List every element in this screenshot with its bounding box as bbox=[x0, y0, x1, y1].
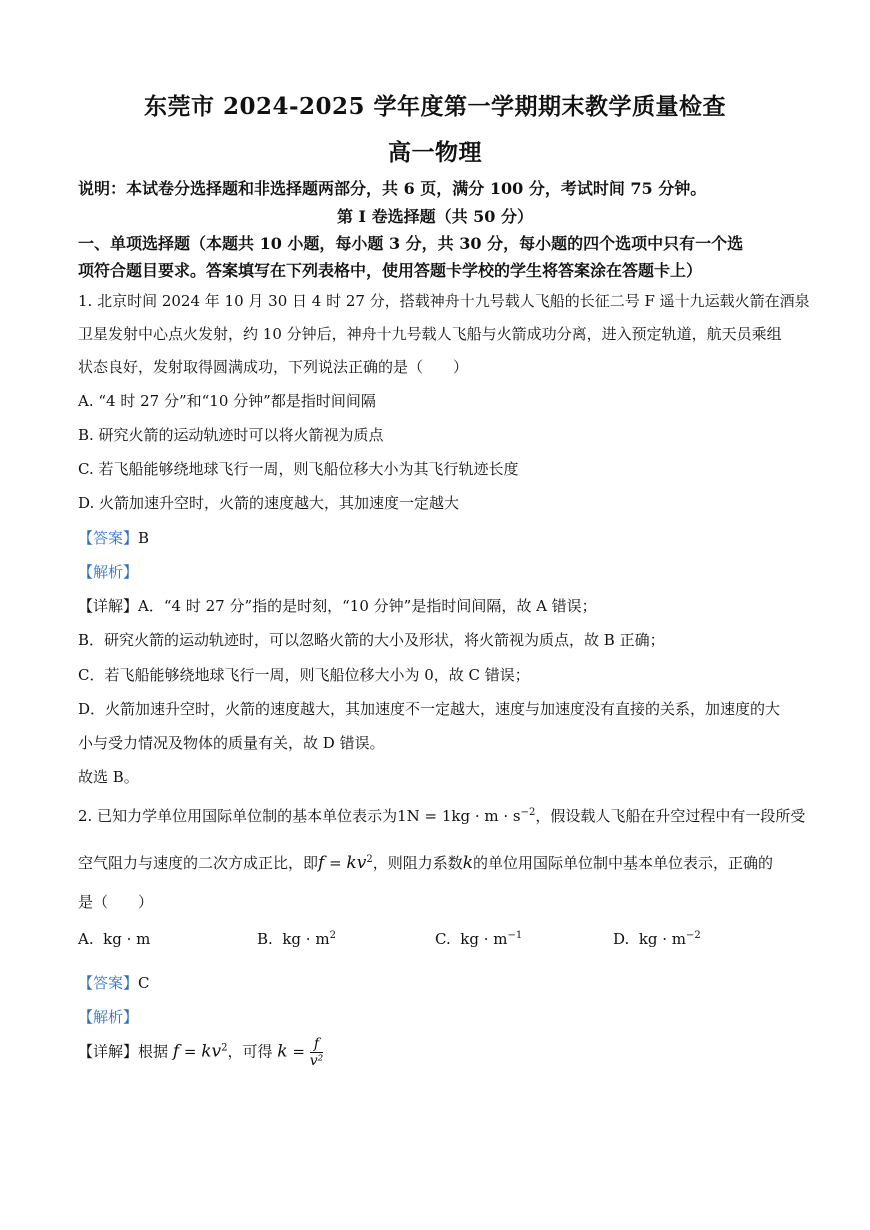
q2-detail-k: k bbox=[277, 1041, 288, 1062]
q2-answer-row bbox=[78, 972, 798, 993]
q1-detail-b: B．研究火箭的运动轨迹时，可以忽略火箭的大小及形状，将火箭视为质点，故 B 正确； bbox=[78, 631, 665, 649]
q2-f-symbol: f bbox=[318, 853, 325, 873]
q2-analysis-tag: 【解析】 bbox=[78, 1008, 139, 1026]
q2-option-b-value: kg · m bbox=[282, 930, 330, 948]
q1-stem-line2: 卫星发射中心点火发射，约 10 分钟后，神舟十九号载人飞船与火箭成功分离，进入预定轨道，航天员乘组 bbox=[78, 325, 782, 343]
section-title: 第 I 卷选择题（共 50 分） bbox=[336, 207, 534, 226]
q2-option-c-value: kg · m bbox=[460, 930, 508, 948]
q2-option-d-value: kg · m bbox=[638, 930, 687, 948]
q2-option-d bbox=[613, 930, 701, 948]
q2-kv-symbol: kv bbox=[346, 853, 367, 873]
q1-detail-a bbox=[78, 595, 798, 616]
q1-option-b: B. 研究火箭的运动轨迹时可以将火箭视为质点 bbox=[78, 426, 384, 444]
q2-equals: = bbox=[324, 854, 347, 872]
part-title-line1: 一、单项选择题（本题共 10 小题，每小题 3 分，共 30 分，每小题的四个选项中只有一个选 bbox=[78, 234, 744, 253]
exam-title: 东莞市 2024-2025 学年度第一学期期末教学质量检查 bbox=[143, 93, 727, 120]
q2-option-a bbox=[78, 930, 150, 948]
q2-detail-a: 根据 bbox=[138, 1042, 169, 1061]
q2-option-c-exponent: −1 bbox=[507, 930, 523, 941]
q2-stem-line2 bbox=[78, 852, 798, 873]
q1-stem-line3: 状态良好，发射取得圆满成功，下列说法正确的是（ ） bbox=[78, 358, 469, 376]
q2-option-b-label: B. bbox=[257, 930, 273, 948]
q2-detail-square: 2 bbox=[221, 1042, 228, 1054]
q2-detail-f: f bbox=[172, 1041, 180, 1062]
q2-fraction-numerator: f bbox=[310, 1036, 324, 1053]
q2-analysis-row bbox=[78, 1006, 798, 1027]
q2-option-d-label: D. bbox=[613, 930, 630, 948]
q2-stem-1a: 2. 已知力学单位用国际单位制的基本单位表示为 bbox=[78, 807, 398, 825]
q1-detail-d-line1: D．火箭加速升空时，火箭的速度越大，其加速度不一定越大，速度与加速度没有直接的关系，加速度的大 bbox=[78, 700, 781, 718]
q1-conclusion: 故选 B。 bbox=[78, 768, 139, 786]
q2-detail-row bbox=[78, 1036, 798, 1069]
q1-answer-row bbox=[78, 527, 798, 548]
q2-stem-line1 bbox=[78, 805, 806, 826]
q2-detail-equals: = bbox=[179, 1042, 202, 1061]
q1-detail-c: C．若飞船能够绕地球飞行一周，则飞船位移大小为 0，故 C 错误； bbox=[78, 666, 530, 684]
q2-option-b bbox=[257, 930, 336, 948]
q2-unit-exponent: −2 bbox=[520, 807, 536, 818]
q1-option-d: D. 火箭加速升空时，火箭的速度越大，其加速度一定越大 bbox=[78, 494, 460, 512]
q2-answer: C bbox=[138, 974, 150, 992]
q2-fraction-denominator: v² bbox=[309, 1053, 324, 1069]
q2-option-d-exponent: −2 bbox=[686, 930, 701, 941]
part-title-line2: 项符合题目要求。答案填写在下列表格中，使用答题卡学校的学生将答案涂在答题卡上） bbox=[78, 261, 703, 280]
q2-stem-1b: ，假设载人飞船在升空过程中有一段所受 bbox=[535, 807, 806, 825]
q1-option-c: C. 若飞船能够绕地球飞行一周，则飞船位移大小为其飞行轨迹长度 bbox=[78, 460, 519, 478]
q2-answer-tag: 【答案】 bbox=[78, 974, 139, 992]
q2-unit-formula: 1N = 1kg · m · s bbox=[397, 807, 521, 825]
subject-title: 高一物理 bbox=[388, 139, 482, 166]
q2-stem-2a: 空气阻力与速度的二次方成正比，即 bbox=[78, 854, 319, 872]
instructions: 说明：本试卷分选择题和非选择题两部分，共 6 页，满分 100 分，考试时间 75 分钟。 bbox=[78, 179, 707, 198]
q1-detail-a-text: A．“4 时 27 分”指的是时刻，“10 分钟”是指时间间隔，故 A 错误； bbox=[138, 597, 597, 615]
q1-analysis-tag: 【解析】 bbox=[78, 563, 139, 581]
q1-analysis-row bbox=[78, 561, 798, 582]
q2-detail-b: ，可得 bbox=[227, 1042, 273, 1061]
q2-detail-equals-2: = bbox=[287, 1042, 310, 1061]
q1-detail-tag: 【详解】 bbox=[78, 597, 139, 615]
q2-square: 2 bbox=[366, 854, 373, 865]
q2-detail-kv: kv bbox=[201, 1041, 222, 1062]
q1-answer: B bbox=[138, 529, 150, 547]
q1-answer-tag: 【答案】 bbox=[78, 529, 139, 547]
q2-stem-line3: 是（ ） bbox=[78, 893, 154, 911]
q2-fraction bbox=[310, 1036, 324, 1069]
q2-option-b-exponent: 2 bbox=[329, 930, 336, 941]
q2-detail-tag: 【详解】 bbox=[78, 1042, 139, 1061]
q2-option-a-label: A. bbox=[78, 930, 94, 948]
q2-option-a-value: kg · m bbox=[103, 930, 151, 948]
q2-stem-2b: ，则阻力系数 bbox=[372, 854, 463, 872]
q1-stem-line1: 1. 北京时间 2024 年 10 月 30 日 4 时 27 分，搭载神舟十九号载人飞船的长征二号 F 遥十九运载火箭在酒泉 bbox=[78, 292, 810, 310]
q1-detail-d-line2: 小与受力情况及物体的质量有关，故 D 错误。 bbox=[78, 734, 385, 752]
q1-option-a: A. “4 时 27 分”和“10 分钟”都是指时间间隔 bbox=[78, 392, 376, 410]
q2-option-c bbox=[435, 930, 522, 948]
q2-k-symbol: k bbox=[462, 853, 474, 873]
q2-stem-2c: 的单位用国际单位制中基本单位表示，正确的 bbox=[473, 854, 774, 872]
q2-option-c-label: C. bbox=[435, 930, 451, 948]
